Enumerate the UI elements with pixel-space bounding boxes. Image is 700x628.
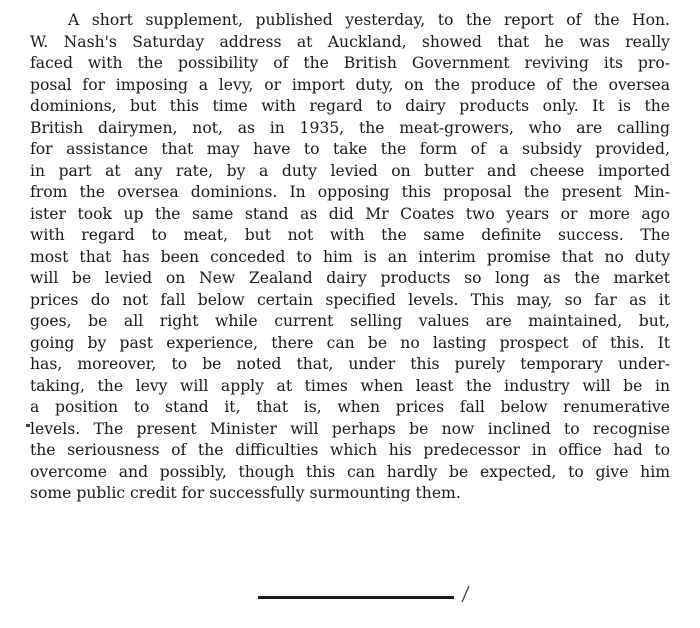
article-line: has, moreover, to be noted that, under this purely temporary under-	[30, 355, 670, 373]
article-line: in part at any rate, by a duty levied on butter and cheese imported	[30, 161, 670, 180]
article-line: the seriousness of the difficulties which his predecessor in office had to	[30, 441, 670, 459]
article-line: a position to stand it, that is, when prices fall below renumerative	[30, 398, 670, 416]
article-line: dominions, but this time with regard to dairy products only. It is the	[30, 97, 670, 115]
article-line: ister took up the same stand as did Mr Coates two years or more ago	[30, 204, 670, 223]
article-line: prices do not fall below certain specified levels. This may, so far as it	[30, 290, 670, 309]
article-line: posal for imposing a levy, or import duty, on the produce of the oversea	[30, 75, 670, 94]
section-divider-rule	[258, 596, 454, 599]
article-line: most that has been conceded to him is an interim promise that no duty	[30, 247, 670, 266]
article-line: going by past experience, there can be no lasting prospect of this. It	[30, 333, 670, 352]
article-line: from the oversea dominions. In opposing this proposal the present Min-	[30, 183, 670, 201]
article-body	[30, 10, 670, 505]
article-line: taking, the levy will apply at times when least the industry will be in	[30, 376, 670, 395]
article-line: faced with the possibility of the British Government reviving its pro-	[30, 54, 670, 72]
article-line: British dairymen, not, as in 1935, the meat-growers, who are calling	[30, 118, 670, 137]
article-line: W. Nash's Saturday address at Auckland, showed that he was really	[30, 32, 670, 51]
divider-tick-mark	[458, 584, 472, 604]
article-line: will be levied on New Zealand dairy products so long as the market	[30, 269, 670, 287]
article-line: goes, be all right while current selling values are maintained, but,	[30, 312, 670, 330]
article-line: with regard to meat, but not with the same definite success. The	[30, 226, 670, 244]
margin-speck	[26, 424, 30, 427]
article-line: overcome and possibly, though this can hardly be expected, to give him	[30, 462, 670, 481]
article-line: some public credit for successfully surmounting them.	[30, 484, 461, 502]
article-line: A short supplement, published yesterday, to the report of the Hon.	[68, 11, 670, 29]
article-line: levels. The present Minister will perhaps be now inclined to recognise	[30, 419, 670, 438]
article-line: for assistance that may have to take the form of a subsidy provided,	[30, 140, 670, 158]
